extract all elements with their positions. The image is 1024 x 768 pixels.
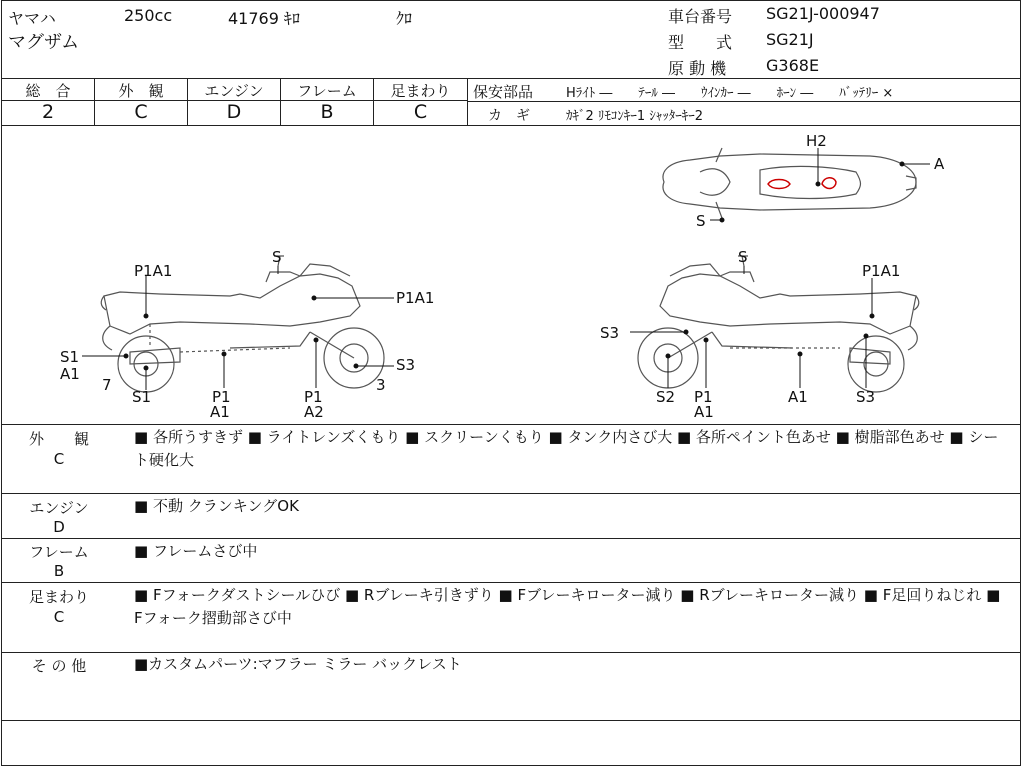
rule <box>1 78 1021 79</box>
section-suspension-text: ■ Fフォークダストシールひび ■ Rブレーキ引きずり ■ Fブレーキローター減り ■ Rブレーキローター減り ■ F足回りねじれ ■ Fフォーク摺動部さび中 <box>134 586 1001 627</box>
section-frame-grade: B <box>53 562 65 580</box>
damage-mark <box>768 180 790 189</box>
grade-overall-value: 2 <box>41 101 55 123</box>
label-right-a1: A1 <box>788 388 808 406</box>
label-right-s2: S2 <box>656 388 676 406</box>
label-right-s: S <box>738 248 748 266</box>
label-left-s: S <box>272 248 282 266</box>
section-exterior-text: ■ 各所うすきず ■ ライトレンズくもり ■ スクリーンくもり ■ タンク内さび大 ■ 各所ペイント色あせ ■ 樹脂部色あせ ■ シート硬化大 <box>134 428 999 469</box>
label-left-a1-bottom: A1 <box>210 403 230 421</box>
model-name: マグザム <box>8 32 80 53</box>
engine-value: G368E <box>766 56 820 75</box>
grade-exterior-label: 外 観 <box>118 82 164 100</box>
label-left-p1: P1 <box>212 388 231 406</box>
section-exterior-label: 外 観 <box>28 430 89 448</box>
grade-suspension-label: 足まわり <box>390 82 451 100</box>
grade-overall-label: 総 合 <box>25 82 71 100</box>
safety-label: 保安部品 <box>473 83 534 101</box>
section-frame-label: フレーム <box>29 543 89 561</box>
rule <box>1 493 1021 494</box>
color: ｸﾛ <box>396 9 413 28</box>
grade-exterior-value: C <box>134 101 148 123</box>
keys-label: カ ギ <box>488 108 530 124</box>
safety-items: Hﾗｲﾄ ― ﾃｰﾙ ― ｳｲﾝｶｰ ― ﾎｰﾝ ― ﾊﾞｯﾃﾘｰ × <box>566 86 894 101</box>
label-left-p1a1-top: P1A1 <box>134 262 173 280</box>
rule <box>467 101 1021 102</box>
label-top-s: S <box>696 212 706 230</box>
grade-engine-label: エンジン <box>204 82 264 100</box>
label-right-s3b: S3 <box>856 388 876 406</box>
mileage: 41769 ｷﾛ <box>228 9 300 28</box>
section-engine-text: ■ 不動 クランキングOK <box>134 497 299 515</box>
section-engine-grade: D <box>53 518 65 536</box>
grade-engine-value: D <box>226 101 242 123</box>
type-value: SG21J <box>766 30 814 49</box>
section-frame-text: ■ フレームさび中 <box>134 542 258 560</box>
rule <box>1 582 1021 583</box>
rule <box>467 78 468 125</box>
label-right-s3: S3 <box>600 324 620 342</box>
engine-label: 原 動 機 <box>668 59 727 78</box>
chassis-value: SG21J-000947 <box>766 4 880 23</box>
section-engine-label: エンジン <box>29 499 89 517</box>
label-left-7: 7 <box>102 376 112 394</box>
grade-frame-value: B <box>320 101 334 123</box>
damage-mark <box>822 178 836 189</box>
section-other-label: そ の 他 <box>31 657 87 675</box>
section-suspension-label: 足まわり <box>28 588 89 606</box>
label-top-h2: H2 <box>806 132 827 150</box>
label-left-p1a1-right: P1A1 <box>396 289 435 307</box>
grade-suspension-value: C <box>413 101 428 123</box>
section-other-text: ■カスタムパーツ:マフラー ミラー バックレスト <box>134 655 462 673</box>
type-label: 型 式 <box>668 33 733 52</box>
rule <box>1 538 1021 539</box>
damage-diagram <box>0 126 1022 424</box>
rule <box>1 424 1021 425</box>
label-right-p1: P1 <box>694 388 713 406</box>
displacement: 250cc <box>124 6 173 25</box>
label-left-3: 3 <box>376 376 386 394</box>
label-right-p1a1: P1A1 <box>862 262 901 280</box>
label-left-s1: S1 <box>60 348 80 366</box>
label-left-p1b: P1 <box>304 388 323 406</box>
label-left-s1-bottom: S1 <box>132 388 152 406</box>
grade-frame-label: フレーム <box>297 82 357 100</box>
rule <box>1 720 1021 721</box>
keys-value: ｶｷﾞ2 ﾘﾓｺﾝｷｰ1 ｼｬｯﾀｰｷｰ2 <box>566 109 704 124</box>
maker: ヤマハ <box>8 9 56 28</box>
section-suspension-grade: C <box>53 608 65 626</box>
label-left-a2: A2 <box>304 403 324 421</box>
section-exterior-grade: C <box>53 450 65 468</box>
label-left-a1: A1 <box>60 365 80 383</box>
chassis-label: 車台番号 <box>668 7 733 26</box>
label-left-s3: S3 <box>396 356 416 374</box>
label-top-a: A <box>934 155 945 173</box>
label-right-a1b: A1 <box>694 403 714 421</box>
